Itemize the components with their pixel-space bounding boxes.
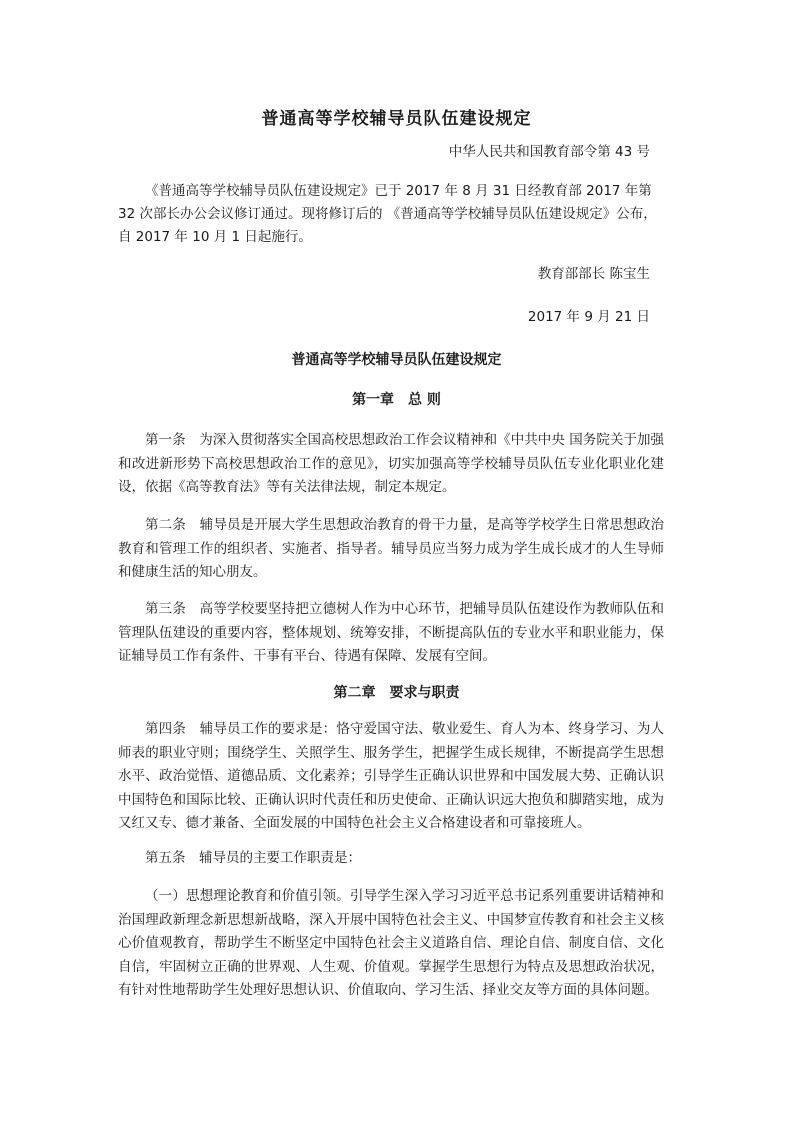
chapter-2-heading: 第二章 要求与职责 xyxy=(333,685,460,701)
article-2-text: 辅导员是开展大学生思想政治教育的骨干力量，是高等学校学生日常思想政治教育和管理工作的组织者、实施者、指导者。辅导员应当努力成为学生成长成才的人生导师和健康生活的知心朋友。 xyxy=(118,517,665,580)
article-3 xyxy=(118,598,664,669)
signer: 教育部部长 陈宝生 xyxy=(537,266,650,282)
article-4-label: 第四条 xyxy=(145,721,186,737)
article-2 xyxy=(118,514,664,585)
article-2-label: 第二条 xyxy=(145,517,186,533)
decree-number: 中华人民共和国教育部令第 43 号 xyxy=(448,144,650,160)
duty-section-1: （一）思想理论教育和价值引领。引导学生深入学习习近平总书记系列重要讲话精神和治国理政新理念新思想新战略，深入开展中国特色社会主义、中国梦宣传教育和社会主义核心价值观教育，帮助学生不断坚定中国特色社会主义道路自信、理论自信、制度自信、文化自信，牢固树立正确的世界观、人生观、价值观。掌握学生思想行为特点及思想政治状况，有针对性地帮助学生处理好思想认识、价值取向、学习生活、择业交友等方面的具体问题。 xyxy=(118,888,664,998)
intro-paragraph xyxy=(118,180,658,249)
document-title: 普通高等学校辅导员队伍建设规定 xyxy=(261,109,532,129)
regulation-title: 普通高等学校辅导员队伍建设规定 xyxy=(291,352,502,368)
article-1-label: 第一条 xyxy=(145,432,186,448)
intro-text: 《普通高等学校辅导员队伍建设规定》已于 2017 年 8 月 31 日经教育部 2017 年第 32 次部长办公会议修订通过。现将修订后的 《普通高等学校辅导员队伍建设规定》公布，自 2017 年 10 月 1 日起施行。 xyxy=(118,183,657,245)
article-1-text: 为深入贯彻落实全国高校思想政治工作会议精神和《中共中央 国务院关于加强和改进新形势下高校思想政治工作的意见》，切实加强高等学校辅导员队伍专业化职业化建设，依据《高等教育法》等有关法律法规，制定本规定。 xyxy=(118,432,665,495)
article-3-text: 高等学校要坚持把立德树人作为中心环节，把辅导员队伍建设作为教师队伍和管理队伍建设的重要内容，整体规划、统筹安排，不断提高队伍的专业水平和职业能力，保证辅导员工作有条件、干事有平台、待遇有保障、发展有空间。 xyxy=(118,601,665,664)
chapter-1-heading: 第一章 总 则 xyxy=(352,392,441,408)
article-4 xyxy=(118,718,664,836)
article-1 xyxy=(118,429,664,500)
article-5 xyxy=(118,847,664,871)
signing-date: 2017 年 9 月 21 日 xyxy=(527,309,650,325)
article-5-label: 第五条 xyxy=(145,850,186,866)
article-5-text: 辅导员的主要工作职责是： xyxy=(199,850,361,866)
article-3-label: 第三条 xyxy=(145,601,186,617)
article-4-text: 辅导员工作的要求是：恪守爱国守法、敬业爱生、育人为本、终身学习、为人师表的职业守则；围绕学生、关照学生、服务学生，把握学生成长规律，不断提高学生思想水平、政治觉悟、道德品质、文化素养；引导学生正确认识世界和中国发展大势、正确认识中国特色和国际比较、正确认识时代责任和历史使命、正确认识远大抱负和脚踏实地，成为又红又专、德才兼备、全面发展的中国特色社会主义合格建设者和可靠接班人。 xyxy=(118,721,665,831)
